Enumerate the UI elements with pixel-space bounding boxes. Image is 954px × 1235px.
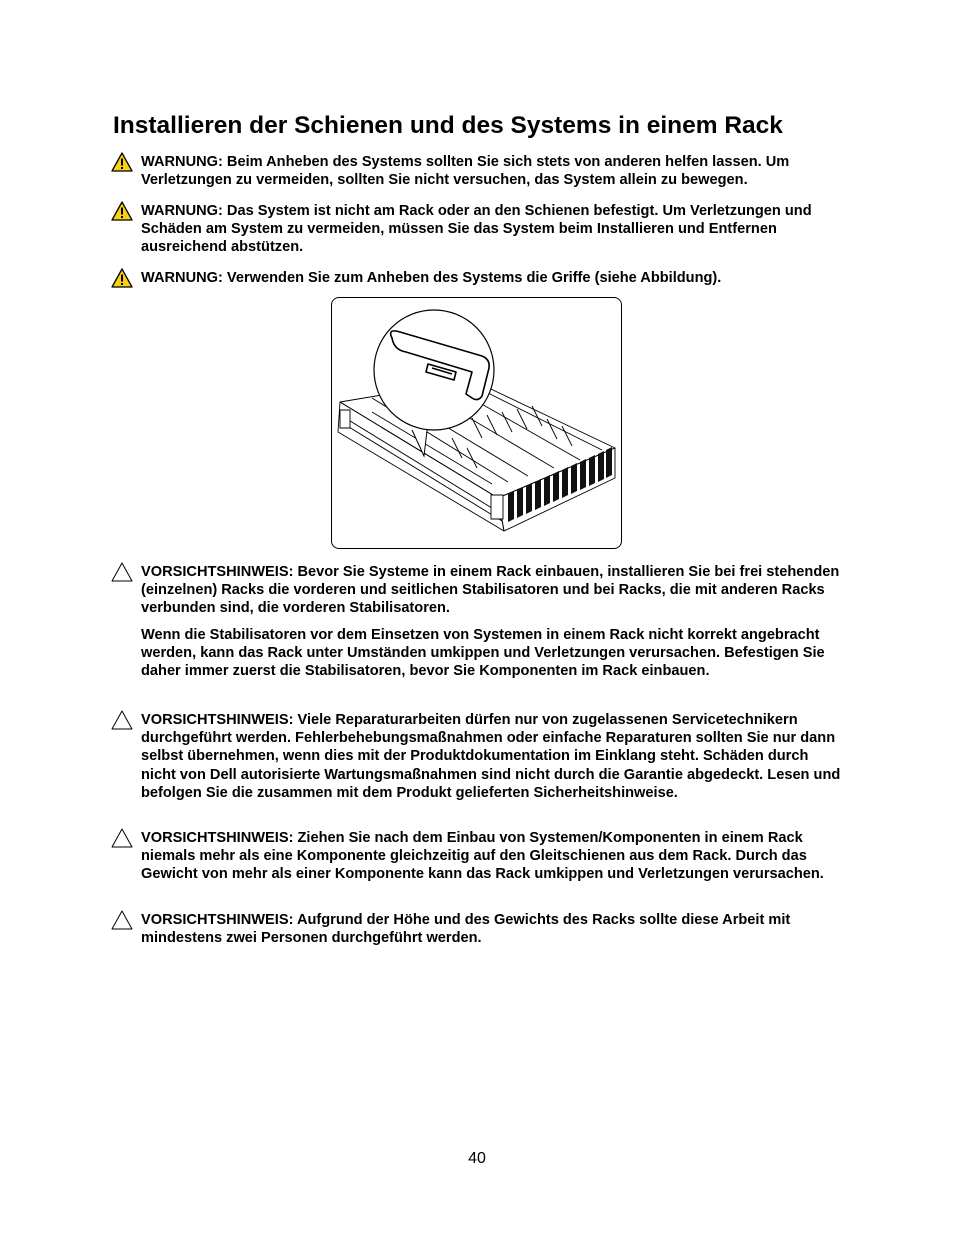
caution-notice [111, 829, 846, 884]
caution-text: VORSICHTSHINWEIS: Ziehen Sie nach dem Einbau von Systemen/Komponenten in einem Rack niemals mehr als eine Komponente gleichzeitig auf den Gleitschienen aus dem Rack. Durch das Gewicht von mehr als einer Komponente kann das Rack umkippen und Verletzungen verursachen. [141, 830, 824, 883]
caution-notice [111, 563, 846, 618]
caution-triangle-icon [111, 828, 133, 848]
warning-triangle-icon [111, 201, 133, 221]
caution-triangle-icon [111, 562, 133, 582]
stabilizer-paragraph: Wenn die Stabilisatoren vor dem Einsetzen von Systemen in einem Rack nicht korrekt angebracht werden, kann das Rack unter Umständen umkippen und Verletzungen verursachen. Befestigen Sie daher immer zuerst die Stabilisatoren, bevor Sie Komponenten im Rack einbauen. [141, 627, 825, 680]
caution-text: VORSICHTSHINWEIS: Aufgrund der Höhe und des Gewichts des Racks sollte diese Arbeit mit mindestens zwei Personen durchgeführt werden. [141, 912, 791, 947]
caution-text: VORSICHTSHINWEIS: Bevor Sie Systeme in einem Rack einbauen, installieren Sie bei frei stehenden (einzelnen) Racks die vorderen und seitlichen Stabilisatoren und bei Racks, die mit anderen Racks verbunden sind, die vorderen Stabilisatoren. [141, 564, 840, 617]
server-handle-figure [331, 297, 622, 549]
warning-notice [111, 153, 846, 189]
warning-text: WARNUNG: Verwenden Sie zum Anheben des Systems die Griffe (siehe Abbildung). [141, 270, 722, 286]
caution-text: VORSICHTSHINWEIS: Viele Reparaturarbeiten dürfen nur von zugelassenen Servicetechnikern durchgeführt werden. Fehlerbehebungsmaßnahmen oder einfache Reparaturen sollten Sie nur dann selbst übernehmen, wenn dies mit der Produktdokumentation im Einklang steht. Schäden durch nicht von Dell autorisierte Wartungsmaßnahmen sind nicht durch die Garantie abgedeckt. Lesen und befolgen Sie die zusammen mit dem Produkt gelieferten Sicherheitshinweise. [141, 712, 841, 801]
warning-triangle-icon [111, 152, 133, 172]
caution-triangle-icon [111, 910, 133, 930]
page-number: 40 [468, 1150, 486, 1167]
warning-notice [111, 269, 846, 287]
server-illustration [332, 298, 622, 549]
page-title: Installieren der Schienen und des Systems in einem Rack [113, 112, 783, 139]
caution-notice [111, 711, 846, 802]
caution-notice [111, 911, 846, 947]
warning-notice [111, 202, 846, 257]
warning-triangle-icon [111, 268, 133, 288]
warning-text: WARNUNG: Das System ist nicht am Rack oder an den Schienen befestigt. Um Verletzungen und Schäden am System zu vermeiden, müssen Sie das System beim Installieren und Entfernen ausreichend abstützen. [141, 203, 812, 256]
warning-text: WARNUNG: Beim Anheben des Systems sollten Sie sich stets von anderen helfen lassen. Um Verletzungen zu vermeiden, sollten Sie nicht versuchen, das System allein zu bewegen. [141, 154, 790, 189]
caution-triangle-icon [111, 710, 133, 730]
